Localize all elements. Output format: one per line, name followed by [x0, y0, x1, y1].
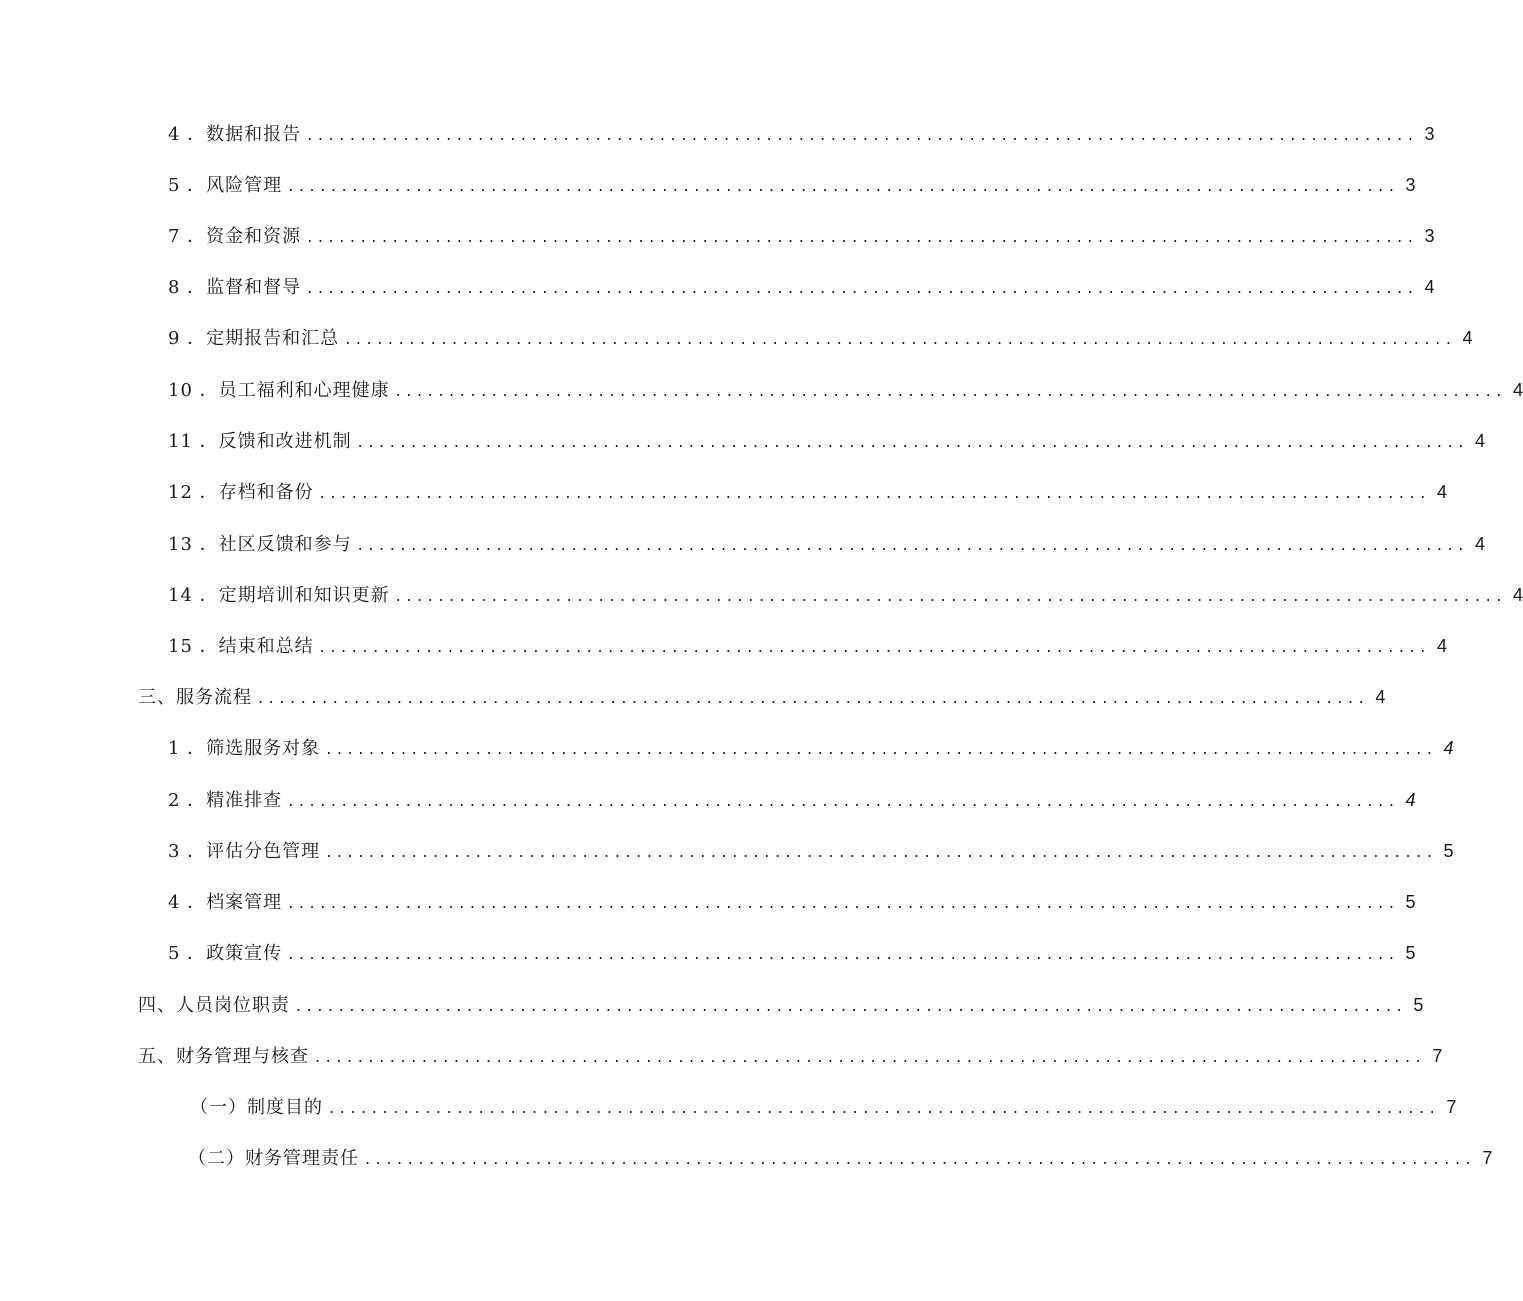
toc-entry-page: 5 — [1405, 943, 1416, 963]
toc-entry-label: 4 ．档案管理 — [168, 892, 283, 913]
dot-leader: ........................................................................................................ — [307, 227, 1419, 246]
toc-entry[interactable] — [168, 275, 1435, 300]
dot-leader: ........................................................................................................ — [288, 893, 1400, 912]
toc-entry-label: 3 ．评估分色管理 — [168, 841, 321, 862]
toc-entry-page: 5 — [1405, 892, 1416, 912]
dot-leader: ........................................................................................................ — [288, 944, 1400, 963]
toc-entry[interactable] — [168, 532, 1485, 557]
toc-entry[interactable] — [168, 941, 1416, 966]
toc-entry-page: 4 — [1436, 636, 1447, 656]
dot-leader: ........................................................................................................ — [296, 996, 1408, 1015]
dot-leader: ........................................................................................................ — [395, 586, 1507, 605]
toc-entry-label: 5 ．政策宣传 — [168, 943, 283, 964]
dot-leader: ........................................................................................................ — [288, 791, 1400, 810]
dot-leader: ........................................................................................................ — [326, 842, 1438, 861]
toc-entry[interactable] — [168, 480, 1447, 505]
dot-leader: ........................................................................................................ — [307, 125, 1419, 144]
toc-entry-section[interactable] — [138, 1044, 1443, 1069]
toc-entry-label: 15 ．结束和总结 — [168, 636, 314, 657]
toc-entry-label: 12 ．存档和备份 — [168, 482, 314, 503]
dot-leader: ........................................................................................................ — [288, 176, 1400, 195]
dot-leader: ........................................................................................................ — [315, 1047, 1427, 1066]
toc-entry-page: 4 — [1405, 790, 1416, 810]
toc-entry-label: 9 ．定期报告和汇总 — [168, 328, 340, 349]
toc-entry-section[interactable] — [138, 993, 1424, 1018]
dot-leader: ........................................................................................................ — [345, 329, 1457, 348]
toc-entry-page: 5 — [1413, 995, 1424, 1015]
dot-leader: ........................................................................................................ — [357, 432, 1469, 451]
dot-leader: ........................................................................................................ — [329, 1098, 1441, 1117]
toc-entry-label: （二）财务管理责任 — [188, 1148, 359, 1169]
toc-entry-page: 4 — [1512, 585, 1523, 605]
toc-entry-label: 7 ．资金和资源 — [168, 226, 302, 247]
toc-entry[interactable] — [168, 736, 1454, 761]
toc-entry-label: 14 ．定期培训和知识更新 — [168, 585, 390, 606]
toc-entry-page: 7 — [1446, 1097, 1457, 1117]
toc-entry-page: 7 — [1432, 1046, 1443, 1066]
toc-entry[interactable] — [168, 173, 1416, 198]
toc-entry-page: 3 — [1405, 175, 1416, 195]
dot-leader: ........................................................................................................ — [357, 535, 1469, 554]
toc-entry[interactable] — [168, 583, 1523, 608]
toc-entry-page: 7 — [1482, 1148, 1493, 1168]
toc-entry-label: 4 ．数据和报告 — [168, 124, 302, 145]
toc-entry[interactable] — [168, 890, 1416, 915]
toc-entry-page: 4 — [1436, 482, 1447, 502]
toc-entry-label: 2 ．精准排查 — [168, 790, 283, 811]
dot-leader: ........................................................................................................ — [326, 739, 1438, 758]
toc-entry-page: 4 — [1375, 687, 1386, 707]
toc-entry[interactable] — [168, 224, 1435, 249]
dot-leader: ........................................................................................................ — [395, 381, 1507, 400]
toc-entry-label: 四、人员岗位职责 — [138, 995, 290, 1016]
dot-leader: ........................................................................................................ — [307, 278, 1419, 297]
dot-leader: ........................................................................................................ — [319, 483, 1431, 502]
toc-entry[interactable] — [168, 788, 1416, 813]
toc-entry-page: 4 — [1462, 328, 1473, 348]
dot-leader: ........................................................................................................ — [258, 688, 1370, 707]
toc-entry-section[interactable] — [138, 685, 1386, 710]
toc-entry-label: （一）制度目的 — [190, 1097, 323, 1118]
toc-entry-page: 4 — [1424, 277, 1435, 297]
toc-entry-page: 5 — [1443, 841, 1454, 861]
toc-entry[interactable] — [168, 429, 1485, 454]
toc-entry-page: 4 — [1443, 738, 1454, 758]
toc-entry-label: 11 ．反馈和改进机制 — [168, 431, 352, 452]
toc-entry[interactable] — [168, 378, 1523, 403]
toc-entry-label: 三、服务流程 — [138, 687, 252, 708]
toc-entry-label: 五、财务管理与核查 — [138, 1046, 309, 1067]
toc-entry[interactable] — [190, 1095, 1457, 1120]
toc-entry-page: 4 — [1474, 431, 1485, 451]
dot-leader: ........................................................................................................ — [365, 1149, 1477, 1168]
toc-entry-label: 1 ．筛选服务对象 — [168, 738, 321, 759]
toc-entry-label: 8 ．监督和督导 — [168, 277, 302, 298]
toc-entry-label: 5 ．风险管理 — [168, 175, 283, 196]
toc-entry-page: 3 — [1424, 124, 1435, 144]
dot-leader: ........................................................................................................ — [319, 637, 1431, 656]
toc-entry-page: 4 — [1474, 534, 1485, 554]
toc-entry[interactable] — [188, 1146, 1493, 1171]
toc-entry-label: 10 ．员工福利和心理健康 — [168, 380, 390, 401]
toc-entry[interactable] — [168, 122, 1435, 147]
toc-entry[interactable] — [168, 839, 1454, 864]
toc-entry[interactable] — [168, 326, 1473, 351]
toc-entry-page: 3 — [1424, 226, 1435, 246]
toc-entry-page: 4 — [1512, 380, 1523, 400]
toc-entry[interactable] — [168, 634, 1447, 659]
toc-entry-label: 13 ．社区反馈和参与 — [168, 534, 352, 555]
